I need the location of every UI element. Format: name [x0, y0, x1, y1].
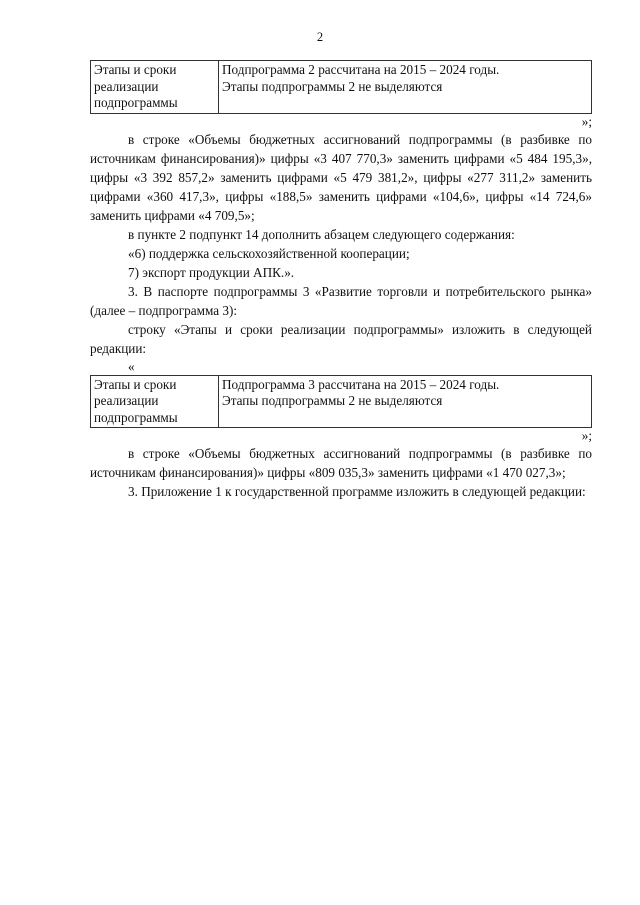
paragraph: 7) экспорт продукции АПК.». [128, 264, 295, 280]
paragraph: «6) поддержка сельскохозяйственной кооперации; [128, 245, 410, 261]
label-line: подпрограммы [94, 409, 178, 425]
label-line: реализации [94, 393, 159, 408]
closing-quote: »; [581, 113, 592, 129]
stages-table-label-cell [91, 61, 219, 114]
stages-table-label-cell [91, 375, 219, 428]
document-body [90, 60, 592, 501]
paragraph: 3. В паспорте подпрограммы 3 «Развитие торговли и потребительского рынка» (далее – подпрограмма 3): [90, 283, 592, 318]
paragraph: 3. Приложение 1 к государственной программе изложить в следующей редакции: [128, 484, 586, 499]
paragraph: в строке «Объемы бюджетных ассигнований подпрограммы (в разбивке по источникам финансирования)» цифры «3 407 770,3» заменить цифрами «5 484 195,3», цифры «3 392 857,2» заменить цифрами «5 479 381,2», цифры «277 311,2» заменить цифрами «360 417,3», цифры «188,5» заменить цифрами «104,6», цифры «14 724,6» заменить цифрами «4 709,5»; [90, 131, 592, 223]
opening-quote: « [128, 358, 135, 374]
stages-table-subprogram-3 [90, 375, 592, 429]
paragraph: в пункте 2 подпункт 14 дополнить абзацем следующего содержания: [128, 226, 515, 242]
page-number: 2 [316, 30, 324, 44]
label-line: Этапы и сроки [94, 376, 177, 392]
closing-quote: »; [581, 428, 592, 443]
paragraph: строку «Этапы и сроки реализации подпрограммы» изложить в следующей редакции: [90, 321, 592, 356]
value-line: Этапы подпрограммы 2 не выделяются [222, 393, 443, 408]
value-line: Этапы подпрограммы 2 не выделяются [222, 78, 443, 94]
stages-table-subprogram-2 [90, 60, 592, 114]
value-line: Подпрограмма 2 рассчитана на 2015 – 2024 годы. [222, 62, 500, 77]
label-line: подпрограммы [94, 95, 178, 110]
label-line: Этапы и сроки [94, 62, 177, 77]
label-line: реализации [94, 78, 159, 94]
stages-table-value-cell [219, 61, 592, 114]
value-line: Подпрограмма 3 рассчитана на 2015 – 2024 годы. [222, 376, 500, 392]
stages-table-value-cell [219, 375, 592, 428]
paragraph: в строке «Объемы бюджетных ассигнований подпрограммы (в разбивке по источникам финансирования)» цифры «809 035,3» заменить цифрами «1 470 027,3»; [90, 446, 592, 480]
